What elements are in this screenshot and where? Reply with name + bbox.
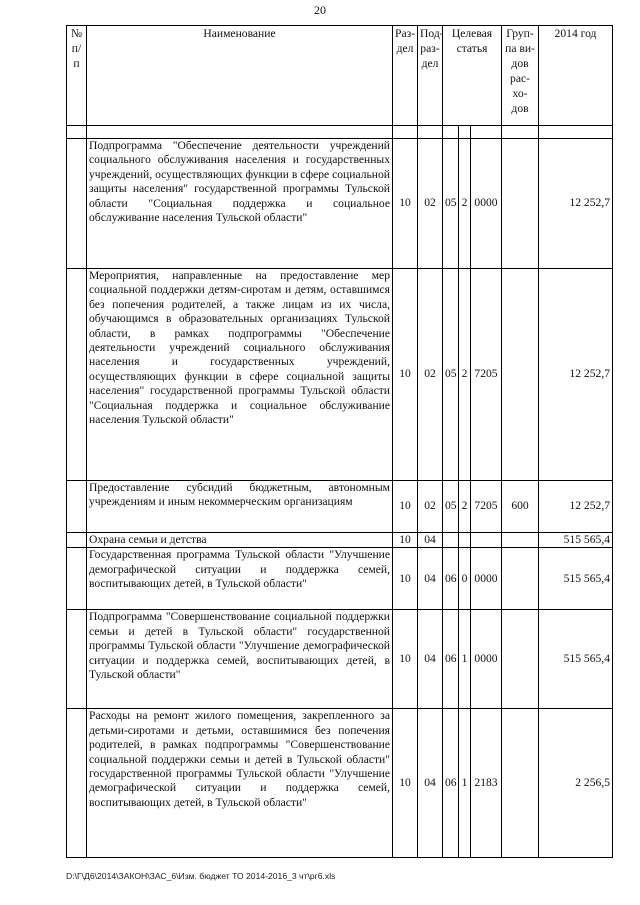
row-expense-group <box>502 269 539 481</box>
file-path-footer: D:\Г\Д6\2014\ЗАКОН\ЗАС_6\Изм. бюджет ТО 2014-2016_3 чт\рг6.xls <box>66 871 336 881</box>
row-name: Предоставление субсидий бюджетным, автономным учреждениям и иным некоммерческим организациям <box>87 481 393 533</box>
row-target-part3: 0000 <box>471 548 502 610</box>
row-target-part3: 2183 <box>471 709 502 858</box>
row-podrazdel: 04 <box>418 548 443 610</box>
row-target-part1: 06 <box>443 548 459 610</box>
row-target-part3 <box>471 533 502 548</box>
row-target-part1 <box>443 533 459 548</box>
row-target-part1: 05 <box>443 139 459 269</box>
row-expense-group <box>502 533 539 548</box>
row-target-part2: 1 <box>459 610 471 709</box>
row-expense-group <box>502 139 539 269</box>
header-podrazdel: Под- раз- дел <box>418 26 443 126</box>
header-expense-group: Груп- па ви- дов рас- хо- дов <box>502 26 539 126</box>
row-target-part2: 2 <box>459 481 471 533</box>
row-podrazdel: 04 <box>418 533 443 548</box>
row-razdel: 10 <box>393 533 418 548</box>
row-target-part3: 0000 <box>471 610 502 709</box>
table-row <box>67 481 613 533</box>
row-target-part2: 2 <box>459 269 471 481</box>
row-razdel: 10 <box>393 709 418 858</box>
row-target-part1: 06 <box>443 709 459 858</box>
row-podrazdel: 04 <box>418 709 443 858</box>
row-amount: 2 256,5 <box>539 709 613 858</box>
row-amount: 515 565,4 <box>539 548 613 610</box>
row-podrazdel: 04 <box>418 610 443 709</box>
header-no: № п/ п <box>67 26 87 126</box>
row-target-part1: 06 <box>443 610 459 709</box>
row-podrazdel: 02 <box>418 269 443 481</box>
table-row <box>67 139 613 269</box>
table-row <box>67 709 613 858</box>
table-header-row <box>67 26 613 126</box>
table-row <box>67 533 613 548</box>
table-row <box>67 548 613 610</box>
page-number: 20 <box>314 3 326 17</box>
table-row <box>67 269 613 481</box>
row-amount: 515 565,4 <box>539 533 613 548</box>
row-expense-group <box>502 709 539 858</box>
row-razdel: 10 <box>393 481 418 533</box>
row-name: Мероприятия, направленные на предоставление мер социальной поддержки детям-сиротам и детям, оставшимся без попечения родителей, а также лицам из их числа, обучающимся в образовательных организациях Тульской области, в рамках подпрограммы "Обеспечение деятельности учреждений социального обслуживания населения и государственных учреждений, осуществляющих функции в сфере социальной защиты населения" государственной программы Тульской области "Социальная поддержка и социальное обслуживание населения Тульской области" <box>87 269 393 481</box>
row-expense-group: 600 <box>502 481 539 533</box>
row-target-part3: 7205 <box>471 481 502 533</box>
row-target-part2: 2 <box>459 139 471 269</box>
budget-table <box>66 25 613 858</box>
row-expense-group <box>502 548 539 610</box>
row-name: Государственная программа Тульской области "Улучшение демографической ситуации и поддержка семей, воспитывающих детей, в Тульской области" <box>87 548 393 610</box>
row-target-part2 <box>459 533 471 548</box>
row-target-part1: 05 <box>443 269 459 481</box>
table-spacer-row <box>67 126 613 139</box>
row-amount: 12 252,7 <box>539 269 613 481</box>
row-amount: 515 565,4 <box>539 610 613 709</box>
header-amount-2014: 2014 год <box>539 26 613 126</box>
header-target-article: Целевая статья <box>443 26 502 126</box>
row-amount: 12 252,7 <box>539 139 613 269</box>
row-name: Подпрограмма "Совершенствование социальной поддержки семьи и детей в Тульской области" государственной программы Тульской области "Улучшение демографической ситуации и поддержка семей, воспитывающих детей, в Тульской области" <box>87 610 393 709</box>
row-amount: 12 252,7 <box>539 481 613 533</box>
row-razdel: 10 <box>393 139 418 269</box>
table-row <box>67 610 613 709</box>
row-razdel: 10 <box>393 548 418 610</box>
row-name: Расходы на ремонт жилого помещения, закрепленного за детьми-сиротами и детьми, оставшимися без попечения родителей, в рамках подпрограммы "Совершенствование социальной поддержки семьи и детей в Тульской области" государственной программы Тульской области "Улучшение демографической ситуации и поддержка семей, воспитывающих детей, в Тульской области" <box>87 709 393 858</box>
header-name: Наименование <box>87 26 393 126</box>
row-target-part1: 05 <box>443 481 459 533</box>
row-podrazdel: 02 <box>418 139 443 269</box>
row-name: Подпрограмма "Обеспечение деятельности учреждений социального обслуживания населения и государственных учреждений, осуществляющих функции в сфере социальной защиты населения" государственной программы Тульской области "Социальная поддержка и социальное обслуживание населения Тульской области" <box>87 139 393 269</box>
row-razdel: 10 <box>393 610 418 709</box>
row-expense-group <box>502 610 539 709</box>
row-podrazdel: 02 <box>418 481 443 533</box>
row-target-part3: 0000 <box>471 139 502 269</box>
row-target-part2: 0 <box>459 548 471 610</box>
row-razdel: 10 <box>393 269 418 481</box>
row-target-part2: 1 <box>459 709 471 858</box>
row-name: Охрана семьи и детства <box>87 533 393 548</box>
header-razdel: Раз- дел <box>393 26 418 126</box>
row-target-part3: 7205 <box>471 269 502 481</box>
